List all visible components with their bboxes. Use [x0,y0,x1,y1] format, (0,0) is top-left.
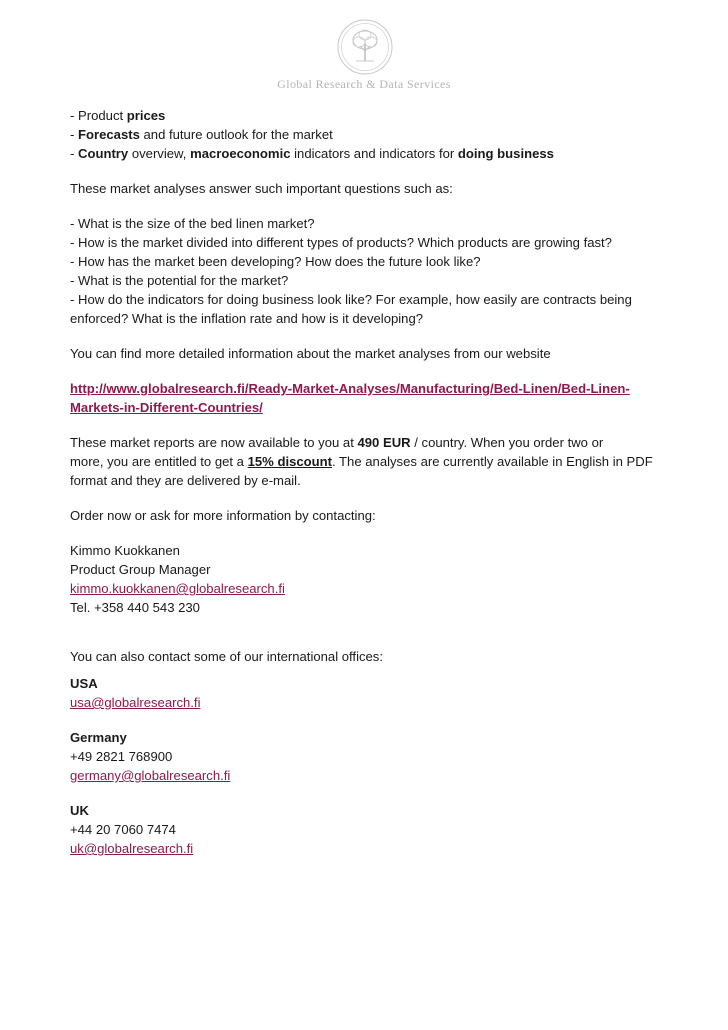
pricing-line: format and they are delivered by e-mail. [70,473,301,488]
office-phone: +44 20 7060 7474 [70,822,176,837]
office-email-link[interactable]: uk@globalresearch.fi [70,841,194,856]
office-usa [70,674,660,712]
offices-intro: You can also contact some of our international offices: [70,649,383,664]
website-link[interactable] [70,379,660,417]
question-item: - What is the potential for the market? [70,273,289,288]
website-url-line2[interactable]: Markets-in-Different-Countries/ [70,400,263,415]
office-name: USA [70,676,98,691]
office-phone: +49 2821 768900 [70,749,173,764]
website-url-line1[interactable]: http://www.globalresearch.fi/Ready-Market-Analyses/Manufacturing/Bed-Linen/Bed-Linen- [70,381,630,396]
pricing-line: more, you are entitled to get a 15% discount. The analyses are currently available in English in PDF [70,454,653,469]
office-name: UK [70,803,89,818]
brand-name: Global Research & Data Services [277,77,451,91]
discount-value: 15% discount [247,454,333,469]
office-email-link[interactable]: germany@globalresearch.fi [70,768,231,783]
letterhead [0,14,728,94]
question-item: - How do the indicators for doing business look like? For example, how easily are contracts being [70,292,632,307]
contact-phone: Tel. +358 440 543 230 [70,600,200,615]
office-name: Germany [70,730,127,745]
contact-block [70,541,660,617]
question-list [70,214,660,328]
question-item: - How is the market divided into different types of products? Which products are growing fast? [70,235,612,250]
price-value: 490 EUR [357,435,411,450]
website-intro: You can find more detailed information about the market analyses from our website [70,346,551,361]
question-item: - What is the size of the bed linen market? [70,216,315,231]
letter-body [70,106,660,858]
pricing-paragraph [70,433,660,490]
question-item: - How has the market been developing? How does the future look like? [70,254,481,269]
feature-country: - Country overview, macroeconomic indicators and indicators for doing business [70,146,554,161]
question-item-cont: enforced? What is the inflation rate and how is it developing? [70,311,424,326]
questions-intro: These market analyses answer such important questions such as: [70,181,453,196]
office-email-link[interactable]: usa@globalresearch.fi [70,695,201,710]
feature-forecasts: - Forecasts and future outlook for the market [70,127,333,142]
office-germany [70,728,660,785]
contact-name: Kimmo Kuokkanen [70,543,180,558]
feature-prices: - Product prices [70,108,166,123]
contact-title: Product Group Manager [70,562,211,577]
pricing-line: These market reports are now available to you at 490 EUR / country. When you order two or [70,435,604,450]
office-uk [70,801,660,858]
tree-seal-icon [336,18,394,76]
feature-list [70,106,660,163]
contact-email-link[interactable]: kimmo.kuokkanen@globalresearch.fi [70,581,285,596]
contact-intro: Order now or ask for more information by contacting: [70,508,376,523]
